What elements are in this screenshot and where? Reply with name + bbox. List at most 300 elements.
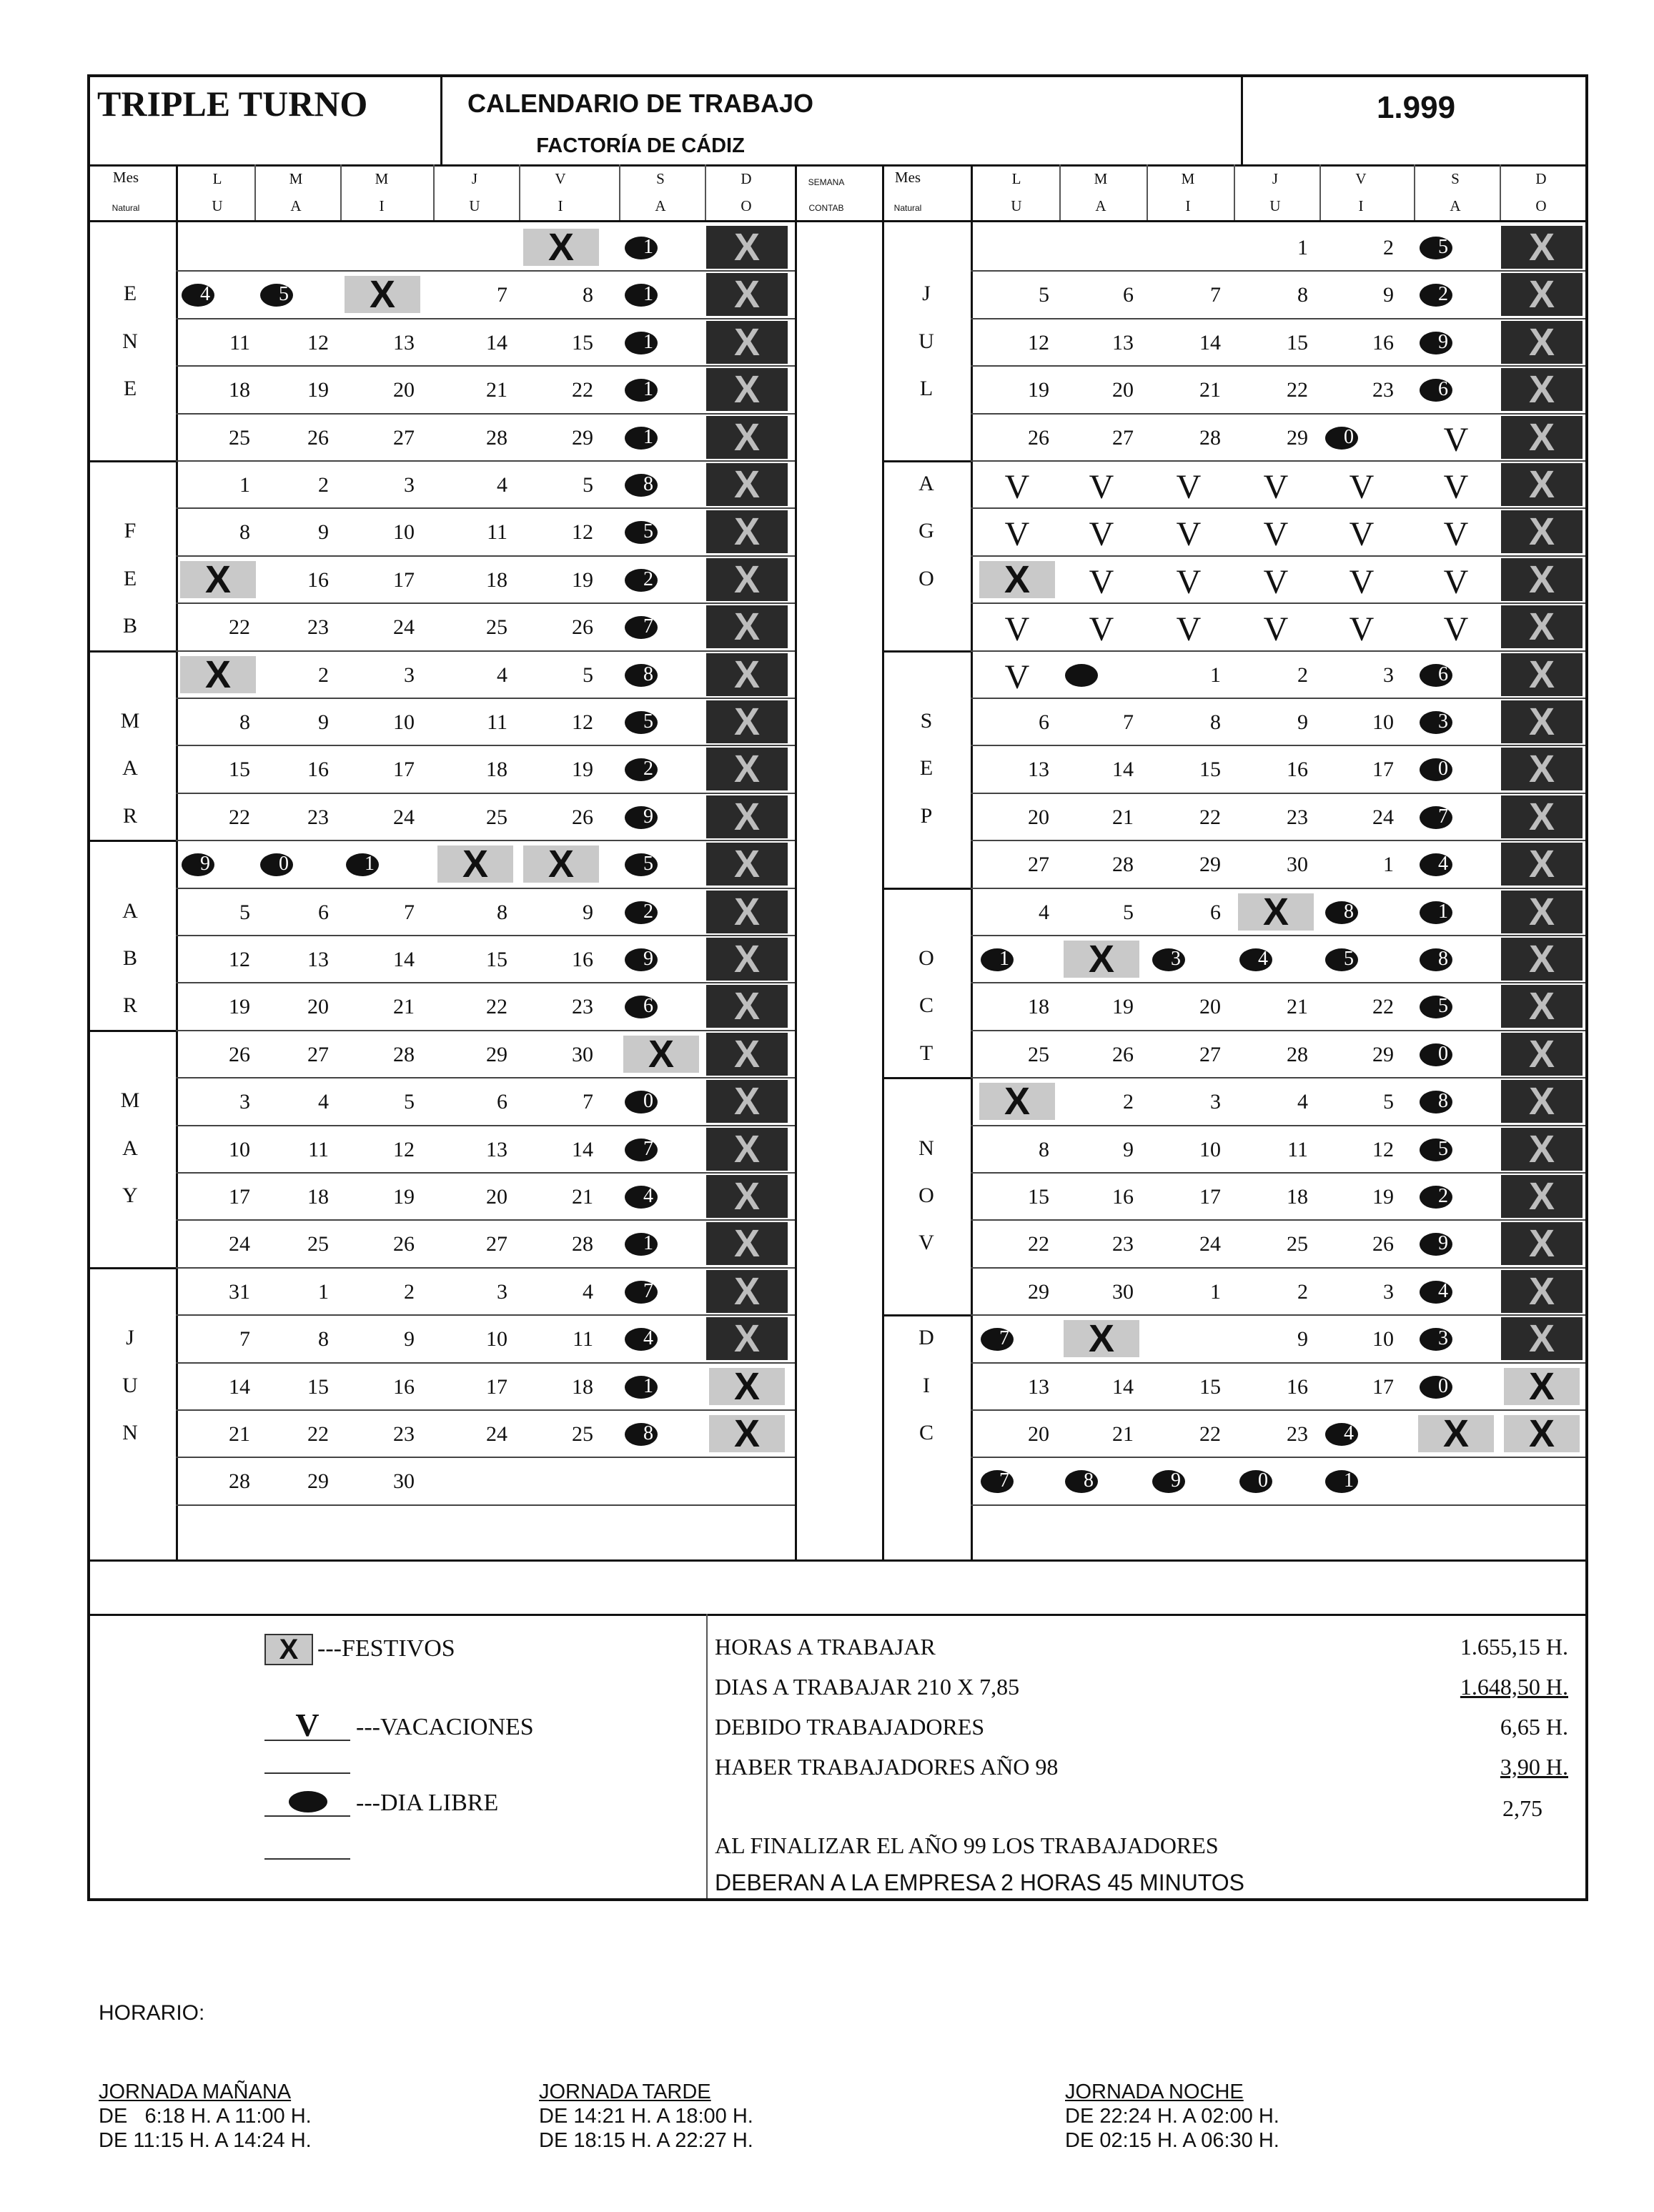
right-day-cell xyxy=(1319,1270,1404,1313)
left-day-cell xyxy=(705,1033,789,1076)
left-day-cell xyxy=(619,226,703,269)
day-number: 1 xyxy=(1210,1279,1221,1304)
left-day-cell xyxy=(176,558,260,601)
right-day-cell xyxy=(1234,605,1318,648)
right-day-cell xyxy=(1059,843,1144,886)
right-day-cell xyxy=(1319,1222,1404,1265)
left-mes-header: Mes xyxy=(112,169,139,186)
day-number: 16 xyxy=(307,567,329,592)
left-day-cell xyxy=(705,1412,789,1455)
day-number: 4 xyxy=(497,473,507,497)
left-day-cell xyxy=(705,273,789,316)
right-day-cell xyxy=(1414,1270,1498,1313)
day-number: 4 xyxy=(1258,948,1268,970)
day-number: 8 xyxy=(1297,283,1308,307)
month-letter: U xyxy=(122,1373,138,1397)
left-day-cell xyxy=(519,1365,603,1408)
vacation-mark-icon: V xyxy=(1263,515,1289,554)
day-number: 3 xyxy=(1438,710,1448,733)
right-day-cell xyxy=(1234,226,1318,269)
right-day-cell xyxy=(975,226,1059,269)
day-number: 15 xyxy=(229,758,250,782)
month-letter: E xyxy=(919,756,934,780)
left-day-cell xyxy=(433,938,518,981)
right-day-cell xyxy=(975,1222,1059,1265)
left-day-cell xyxy=(619,700,703,743)
semana-header: SEMANA xyxy=(808,177,845,187)
left-day-cell xyxy=(176,1317,260,1360)
right-day-cell xyxy=(1500,510,1584,553)
left-day-cell xyxy=(176,653,260,696)
day-number: 30 xyxy=(1112,1279,1134,1304)
holiday-mark-icon: X xyxy=(1501,938,1583,981)
day-number: 18 xyxy=(486,758,507,782)
right-day-cell xyxy=(1234,1459,1318,1502)
right-day-cell xyxy=(1147,605,1231,648)
left-day-cell xyxy=(619,416,703,459)
left-day-cell xyxy=(519,1175,603,1218)
holiday-mark-icon: X xyxy=(1501,605,1583,648)
left-day-header-top: D xyxy=(741,170,752,187)
day-number: 4 xyxy=(1297,1090,1308,1114)
month-letter: B xyxy=(122,946,137,970)
holiday-mark-icon: X xyxy=(1501,1128,1583,1171)
day-number: 12 xyxy=(1372,1137,1394,1161)
holiday-mark-icon: X xyxy=(1501,558,1583,601)
left-day-cell xyxy=(340,1412,425,1455)
day-number: 26 xyxy=(1028,425,1049,450)
right-day-cell xyxy=(1147,1128,1231,1171)
right-day-cell xyxy=(975,1175,1059,1218)
jornada-tarde xyxy=(539,2080,753,2153)
right-day-cell xyxy=(1147,1412,1231,1455)
right-day-cell xyxy=(1500,795,1584,838)
right-day-cell xyxy=(1414,226,1498,269)
day-number: 28 xyxy=(393,1042,415,1066)
day-number: 0 xyxy=(1344,425,1354,448)
right-day-cell xyxy=(1234,891,1318,933)
right-day-cell xyxy=(1319,1128,1404,1171)
left-day-cell xyxy=(176,938,260,981)
day-number: 16 xyxy=(393,1374,415,1399)
day-number: 5 xyxy=(583,473,593,497)
right-day-cell xyxy=(1414,416,1498,459)
right-day-cell xyxy=(1500,748,1584,790)
left-day-cell xyxy=(433,653,518,696)
day-number: 28 xyxy=(1199,425,1221,450)
holiday-mark-icon: X xyxy=(1238,893,1314,931)
left-day-cell xyxy=(433,985,518,1028)
left-day-cell xyxy=(254,1412,339,1455)
month-letter: N xyxy=(122,329,138,353)
right-day-cell xyxy=(975,985,1059,1028)
day-number: 21 xyxy=(572,1185,593,1209)
left-day-cell xyxy=(619,558,703,601)
left-day-cell xyxy=(340,558,425,601)
right-day-cell xyxy=(1147,1270,1231,1313)
left-day-cell xyxy=(433,510,518,553)
left-day-cell xyxy=(619,1128,703,1171)
jornada-tarde-line1: DE 14:21 H. A 18:00 H. xyxy=(539,2105,753,2128)
holiday-mark-icon: X xyxy=(1501,653,1583,696)
day-number: 29 xyxy=(1028,1279,1049,1304)
right-day-cell xyxy=(1147,653,1231,696)
day-number: 15 xyxy=(1199,1374,1221,1399)
right-day-cell xyxy=(1059,1175,1144,1218)
day-number: 21 xyxy=(393,995,415,1019)
left-day-header-bottom: I xyxy=(379,197,385,214)
left-day-cell xyxy=(340,653,425,696)
day-number: 15 xyxy=(1199,758,1221,782)
holiday-mark-icon: X xyxy=(1501,463,1583,506)
day-number: 27 xyxy=(1112,425,1134,450)
vacation-mark-icon: V xyxy=(1349,515,1375,554)
right-day-cell xyxy=(975,795,1059,838)
left-day-cell xyxy=(705,1365,789,1408)
right-day-cell xyxy=(1059,748,1144,790)
holiday-mark-icon: X xyxy=(1501,1080,1583,1123)
left-day-cell xyxy=(176,748,260,790)
day-number: 12 xyxy=(572,520,593,545)
right-day-cell xyxy=(1147,1222,1231,1265)
day-number: 26 xyxy=(393,1232,415,1256)
left-day-cell xyxy=(705,891,789,933)
left-day-cell xyxy=(433,795,518,838)
left-day-cell xyxy=(433,700,518,743)
right-day-cell xyxy=(1414,273,1498,316)
day-number: 25 xyxy=(486,615,507,640)
day-number: 10 xyxy=(1199,1137,1221,1161)
left-day-cell xyxy=(519,321,603,364)
left-day-cell xyxy=(433,843,518,886)
left-day-cell xyxy=(254,1175,339,1218)
day-number: 21 xyxy=(229,1422,250,1446)
right-day-cell xyxy=(1319,1033,1404,1076)
day-number: 3 xyxy=(1210,1090,1221,1114)
left-day-cell xyxy=(705,1270,789,1313)
left-day-cell xyxy=(433,321,518,364)
day-number: 11 xyxy=(487,710,507,734)
left-day-cell xyxy=(519,558,603,601)
holiday-mark-icon: X xyxy=(706,1222,788,1265)
day-number: 1 xyxy=(318,1279,329,1304)
day-number: 22 xyxy=(572,378,593,402)
calendar-sheet: TRIPLE TURNO CALENDARIO DE TRABAJO FACTORÍA DE CÁDIZ 1.999 Mes Natural L U M A M I J U V I S A D O Mes Natural L U M A M I J U V I S A D O SEMANA CONTAB X 1 X 4 5 X 7 8 1 X 11 12 13 14 15 1 X 18 19 20 21 22 1 X 25 26 27 28 29 1 X 1 2 3 4 5 8 X 8 9 10 11 12 5 X X 16 17 18 19 2 X 22 23 24 25 26 7 X X 2 3 4 5 8 X 8 9 10 11 12 5 X 15 16 17 18 19 2 X 22 23 24 25 26 9 X 9 0 1 X X 5 X 5 6 7 8 9 2 X 12 13 14 15 16 9 X 19 20 21 22 23 6 X 26 27 28 29 30 X X 3 4 5 6 7 0 X 10 11 12 13 14 7 X 17 18 19 20 21 4 X 24 25 26 27 28 1 X 31 1 2 3 4 7 X 7 8 9 10 11 4 X 14 15 16 17 18 1 X 21 22 23 24 25 8 X 28 29 30 1 2 5 X 5 6 7 8 9 2 X 12 13 14 15 16 9 X 19 20 21 22 23 6 X 26 27 28 29 0 V X V V V V V V X V V V V V V X X V V V V V X V V V V V V X V 1 2 3 6 X 6 7 8 9 10 3 X 13 14 15 16 17 0 X 20 21 22 23 24 7 X 27 28 29 30 1 4 X 4 5 6 X 8 1 X 1 X 3 4 5 8 X 18 19 20 21 22 5 X 25 26 27 28 29 0 X X 2 3 4 5 8 X 8 9 10 11 12 5 X 15 16 17 18 19 2 X 22 23 24 25 26 9 X 29 30 1 2 3 4 X 7 X 9 10 3 X 13 14 15 16 17 0 X 20 21 22 23 4 X X 7 8 9 0 1 E N E F E B M A R A B R M A Y J U N J U L A G O S E P O C T N O V D I C X ---FESTIVOS V ---VACACIONES ---DIA LIBRE HORAS A TRABAJAR 1.655,15 H. DIAS A TRABAJAR 210 X 7,85 1.648,50 H. DEBIDO TRABAJADORES 6,65 H. HABER TRABAJADORES AÑO 98 3,90 H. 2,75 AL FINALIZAR EL AÑO 99 LOS TRABAJADORES DEBERAN A LA EMPRESA 2 HORAS 45 MINUTOS xyxy=(87,74,1588,1901)
day-number: 22 xyxy=(307,1422,329,1446)
day-number: 14 xyxy=(1112,1374,1134,1399)
factory-name: FACTORÍA DE CÁDIZ xyxy=(536,134,745,157)
right-day-cell xyxy=(1319,700,1404,743)
right-day-cell xyxy=(1059,1033,1144,1076)
month-letter: E xyxy=(123,566,137,590)
left-day-cell xyxy=(619,1033,703,1076)
day-number: 2 xyxy=(1297,663,1308,687)
haber-value: 3,90 H. xyxy=(1500,1754,1568,1780)
day-number: 9 xyxy=(1438,1232,1448,1255)
day-number: 6 xyxy=(1210,900,1221,924)
left-day-cell xyxy=(619,510,703,553)
day-number: 1 xyxy=(1438,900,1448,923)
left-day-cell xyxy=(519,1128,603,1171)
right-day-cell xyxy=(1319,1459,1404,1502)
left-day-cell xyxy=(619,891,703,933)
day-number: 22 xyxy=(229,805,250,829)
right-day-cell xyxy=(1234,1128,1318,1171)
day-number: 7 xyxy=(1438,805,1448,828)
holiday-mark-icon: X xyxy=(709,1415,785,1452)
left-day-cell xyxy=(519,985,603,1028)
day-number: 2 xyxy=(404,1279,415,1304)
left-day-header-top: M xyxy=(375,170,389,187)
vacation-mark-icon: V xyxy=(1176,562,1202,601)
day-number: 26 xyxy=(1112,1042,1134,1066)
day-number: 2 xyxy=(1297,1279,1308,1304)
left-day-cell xyxy=(254,605,339,648)
day-number: 13 xyxy=(1028,758,1049,782)
month-letter: A xyxy=(122,756,138,780)
month-letter: R xyxy=(122,993,137,1018)
left-day-cell xyxy=(433,1033,518,1076)
right-day-header-top: L xyxy=(1011,170,1021,187)
day-number: 12 xyxy=(393,1137,415,1161)
left-day-cell xyxy=(340,226,425,269)
holiday-mark-icon: X xyxy=(706,1080,788,1123)
month-letter: N xyxy=(122,1421,138,1444)
day-number: 5 xyxy=(1039,283,1049,307)
day-number: 12 xyxy=(307,330,329,354)
day-number: 17 xyxy=(393,758,415,782)
right-day-cell xyxy=(1234,1080,1318,1123)
day-number: 20 xyxy=(307,995,329,1019)
left-day-cell xyxy=(340,1128,425,1171)
right-day-cell xyxy=(1500,416,1584,459)
day-number: 19 xyxy=(572,758,593,782)
left-day-cell xyxy=(176,1459,260,1502)
right-day-cell xyxy=(1414,1080,1498,1123)
day-number: 14 xyxy=(393,948,415,971)
day-number: 15 xyxy=(307,1374,329,1399)
day-number: 22 xyxy=(1028,1232,1049,1256)
day-number: 25 xyxy=(307,1232,329,1256)
diff-value: 2,75 xyxy=(1502,1795,1542,1821)
day-number: 22 xyxy=(1199,805,1221,829)
right-day-cell xyxy=(1059,1317,1144,1360)
left-day-cell xyxy=(340,1222,425,1265)
day-number: 1 xyxy=(999,948,1009,970)
right-day-cell xyxy=(1147,368,1231,411)
left-day-cell xyxy=(519,273,603,316)
day-number: 10 xyxy=(229,1137,250,1161)
left-day-cell xyxy=(433,1080,518,1123)
day-number: 17 xyxy=(229,1185,250,1209)
month-letter: N xyxy=(918,1136,934,1160)
day-number: 8 xyxy=(643,1422,653,1444)
left-day-cell xyxy=(176,700,260,743)
day-number: 16 xyxy=(572,948,593,971)
month-letter: V xyxy=(918,1231,934,1255)
day-number: 2 xyxy=(643,567,653,590)
holiday-mark-icon: X xyxy=(1501,273,1583,316)
dias-label: DIAS A TRABAJAR 210 X 7,85 xyxy=(715,1674,1020,1700)
right-day-cell xyxy=(1414,1033,1498,1076)
month-letter: L xyxy=(919,377,934,401)
right-day-cell xyxy=(1319,605,1404,648)
day-number: 9 xyxy=(404,1327,415,1351)
right-day-cell xyxy=(975,748,1059,790)
day-number: 19 xyxy=(307,378,329,402)
right-day-cell xyxy=(1500,938,1584,981)
vacation-mark-icon: V xyxy=(1443,610,1469,649)
left-day-cell xyxy=(254,891,339,933)
day-number: 2 xyxy=(1383,236,1394,259)
day-number: 8 xyxy=(643,473,653,495)
day-number: 11 xyxy=(229,330,250,354)
day-number: 20 xyxy=(1199,995,1221,1019)
left-day-cell xyxy=(340,985,425,1028)
left-day-cell xyxy=(254,700,339,743)
right-day-cell xyxy=(1234,321,1318,364)
left-day-cell xyxy=(433,1412,518,1455)
day-number: 7 xyxy=(643,1279,653,1302)
vacation-mark-icon: V xyxy=(1349,468,1375,506)
day-number: 15 xyxy=(1028,1185,1049,1209)
left-day-cell xyxy=(705,463,789,506)
day-number: 27 xyxy=(307,1042,329,1066)
day-number: 4 xyxy=(1438,853,1448,876)
holiday-mark-icon: X xyxy=(706,1128,788,1171)
day-number: 1 xyxy=(643,330,653,353)
right-day-cell xyxy=(1059,1222,1144,1265)
debido-value: 6,65 H. xyxy=(1500,1714,1568,1740)
left-day-cell xyxy=(254,1080,339,1123)
month-letter: M xyxy=(120,1088,140,1113)
right-day-cell xyxy=(1414,1222,1498,1265)
day-number: 7 xyxy=(497,283,507,307)
day-number: 28 xyxy=(572,1232,593,1256)
left-day-cell xyxy=(340,1175,425,1218)
day-number: 5 xyxy=(404,1090,415,1114)
right-day-cell xyxy=(975,1128,1059,1171)
right-day-cell xyxy=(1319,1080,1404,1123)
right-day-cell xyxy=(1234,1033,1318,1076)
vacation-mark-icon: V xyxy=(1004,515,1030,554)
left-day-cell xyxy=(519,1412,603,1455)
day-number: 28 xyxy=(229,1469,250,1494)
left-day-cell xyxy=(176,1270,260,1313)
day-number: 23 xyxy=(393,1422,415,1446)
holiday-mark-icon: X xyxy=(1501,795,1583,838)
day-number: 2 xyxy=(318,473,329,497)
day-number: 0 xyxy=(1438,1042,1448,1065)
day-number: 11 xyxy=(573,1327,593,1351)
left-day-cell xyxy=(433,226,518,269)
right-day-cell xyxy=(1234,700,1318,743)
right-day-cell xyxy=(975,321,1059,364)
right-day-cell xyxy=(1414,368,1498,411)
day-number: 21 xyxy=(1287,995,1308,1019)
day-number: 0 xyxy=(1438,758,1448,780)
day-number: 7 xyxy=(643,1137,653,1160)
day-number: 23 xyxy=(1372,378,1394,402)
dias-value: 1.648,50 H. xyxy=(1460,1674,1568,1700)
left-day-cell xyxy=(619,748,703,790)
right-day-cell xyxy=(1500,558,1584,601)
right-day-cell xyxy=(975,1080,1059,1123)
left-day-cell xyxy=(254,938,339,981)
day-number: 8 xyxy=(239,520,250,545)
right-day-cell xyxy=(975,1033,1059,1076)
day-number: 8 xyxy=(1084,1469,1094,1492)
day-off-dot-icon xyxy=(1065,664,1098,687)
left-day-cell xyxy=(433,558,518,601)
day-number: 23 xyxy=(1112,1232,1134,1256)
day-number: 0 xyxy=(643,1090,653,1113)
right-day-cell xyxy=(1059,1412,1144,1455)
right-day-cell xyxy=(1147,321,1231,364)
vacation-mark-icon: V xyxy=(1263,468,1289,506)
left-day-cell xyxy=(619,1080,703,1123)
day-number: 8 xyxy=(318,1327,329,1351)
right-day-cell xyxy=(1319,226,1404,269)
holiday-mark-icon: X xyxy=(706,605,788,648)
right-day-cell xyxy=(1500,368,1584,411)
right-day-cell xyxy=(1414,510,1498,553)
day-number: 18 xyxy=(572,1374,593,1399)
right-day-cell xyxy=(1414,748,1498,790)
holiday-mark-icon: X xyxy=(1501,321,1583,364)
right-day-cell xyxy=(1319,273,1404,316)
right-day-cell xyxy=(1414,1459,1498,1502)
month-letter: G xyxy=(918,519,934,543)
holiday-mark-icon: X xyxy=(1418,1415,1494,1452)
right-day-cell xyxy=(1234,795,1318,838)
holiday-mark-icon: X xyxy=(1501,985,1583,1028)
day-number: 6 xyxy=(1438,663,1448,685)
left-day-cell xyxy=(619,1317,703,1360)
right-day-cell xyxy=(1319,558,1404,601)
day-number: 7 xyxy=(404,900,415,924)
holiday-mark-icon: X xyxy=(345,276,420,313)
day-number: 13 xyxy=(393,330,415,354)
right-day-cell xyxy=(1414,1175,1498,1218)
note-line-1: AL FINALIZAR EL AÑO 99 LOS TRABAJADORES xyxy=(715,1832,1219,1858)
right-day-cell xyxy=(1059,653,1144,696)
month-letter: S xyxy=(920,709,933,733)
left-day-cell xyxy=(254,273,339,316)
day-number: 16 xyxy=(1287,1374,1308,1399)
day-number: 4 xyxy=(1344,1422,1354,1444)
left-day-cell xyxy=(433,1459,518,1502)
jornada-noche xyxy=(1065,2080,1279,2153)
day-number: 22 xyxy=(486,995,507,1019)
left-day-cell xyxy=(433,1270,518,1313)
left-day-cell xyxy=(519,1033,603,1076)
right-day-cell xyxy=(1319,416,1404,459)
day-number: 5 xyxy=(239,900,250,924)
holiday-mark-icon: X xyxy=(1064,1320,1139,1357)
right-day-header-top: V xyxy=(1355,170,1367,187)
day-number: 23 xyxy=(307,615,329,640)
day-number: 0 xyxy=(1438,1374,1448,1397)
day-number: 23 xyxy=(1287,1422,1308,1446)
right-day-cell xyxy=(1414,1365,1498,1408)
month-letter: B xyxy=(122,614,137,638)
right-day-header-top: D xyxy=(1535,170,1547,187)
right-day-cell xyxy=(1147,748,1231,790)
day-number: 9 xyxy=(1297,1327,1308,1351)
holiday-mark-icon: X xyxy=(706,748,788,790)
left-day-cell xyxy=(619,1412,703,1455)
